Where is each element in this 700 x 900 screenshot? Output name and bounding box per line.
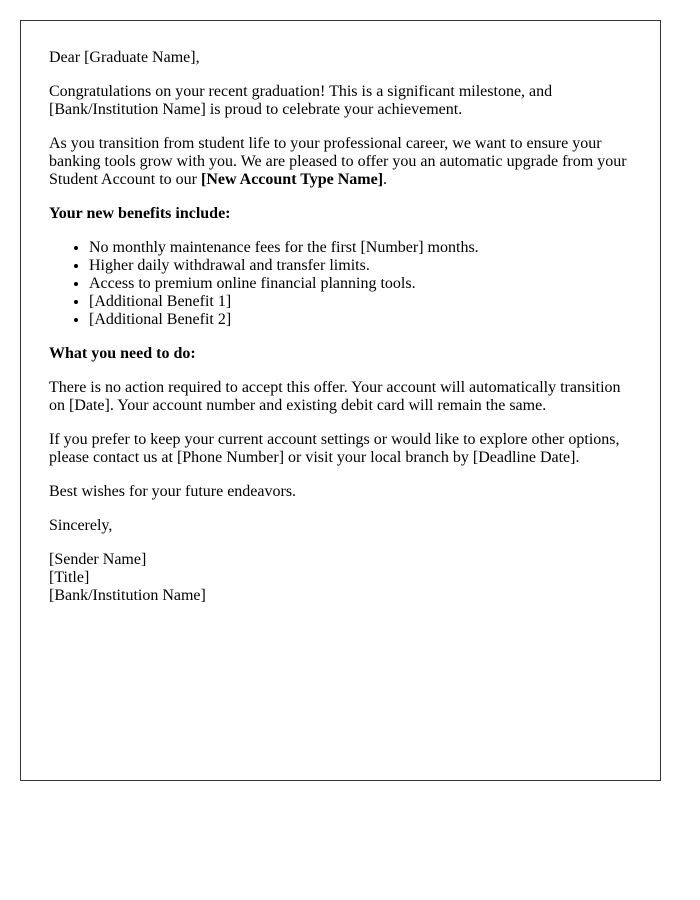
contact-paragraph: If you prefer to keep your current account settings or would like to explore other options, please contact us at [Phone Number] or visit your local branch by [Deadline Date].	[49, 431, 620, 466]
list-item: • Higher daily withdrawal and transfer limits.	[89, 257, 632, 275]
wishes: Best wishes for your future endeavors.	[49, 483, 297, 500]
sender-name: [Sender Name]	[49, 551, 147, 568]
sender-title: [Title]	[49, 569, 90, 586]
benefits-heading-text: Your new benefits include:	[49, 205, 231, 222]
intro-paragraph: Congratulations on your recent graduation! This is a significant milestone, and [Bank/Institution Name] is proud to celebrate your achievement.	[49, 83, 553, 118]
action-heading	[49, 345, 632, 363]
offer-end: .	[383, 171, 388, 188]
offer-paragraph	[49, 135, 632, 189]
signature-block	[49, 551, 632, 605]
letter	[20, 20, 661, 781]
list-item: • No monthly maintenance fees for the first [Number] months.	[89, 239, 632, 257]
institution-name: [Bank/Institution Name]	[49, 587, 206, 604]
list-item: • [Additional Benefit 2]	[89, 311, 632, 329]
account-type-name: [New Account Type Name]	[200, 171, 384, 188]
closing: Sincerely,	[49, 517, 113, 534]
action-heading-text: What you need to do:	[49, 345, 196, 362]
benefits-heading	[49, 205, 632, 223]
benefits-list	[49, 239, 632, 329]
list-item: • Access to premium online financial planning tools.	[89, 275, 632, 293]
offer-text: As you transition from student life to your professional career, we want to ensure your banking tools grow with you. We are pleased to offer you an automatic upgrade from your Student Account to our	[49, 135, 627, 188]
list-item: • [Additional Benefit 1]	[89, 293, 632, 311]
salutation: Dear [Graduate Name],	[49, 49, 200, 66]
action-paragraph: There is no action required to accept this offer. Your account will automatically transition on [Date]. Your account number and existing debit card will remain the same.	[49, 379, 621, 414]
